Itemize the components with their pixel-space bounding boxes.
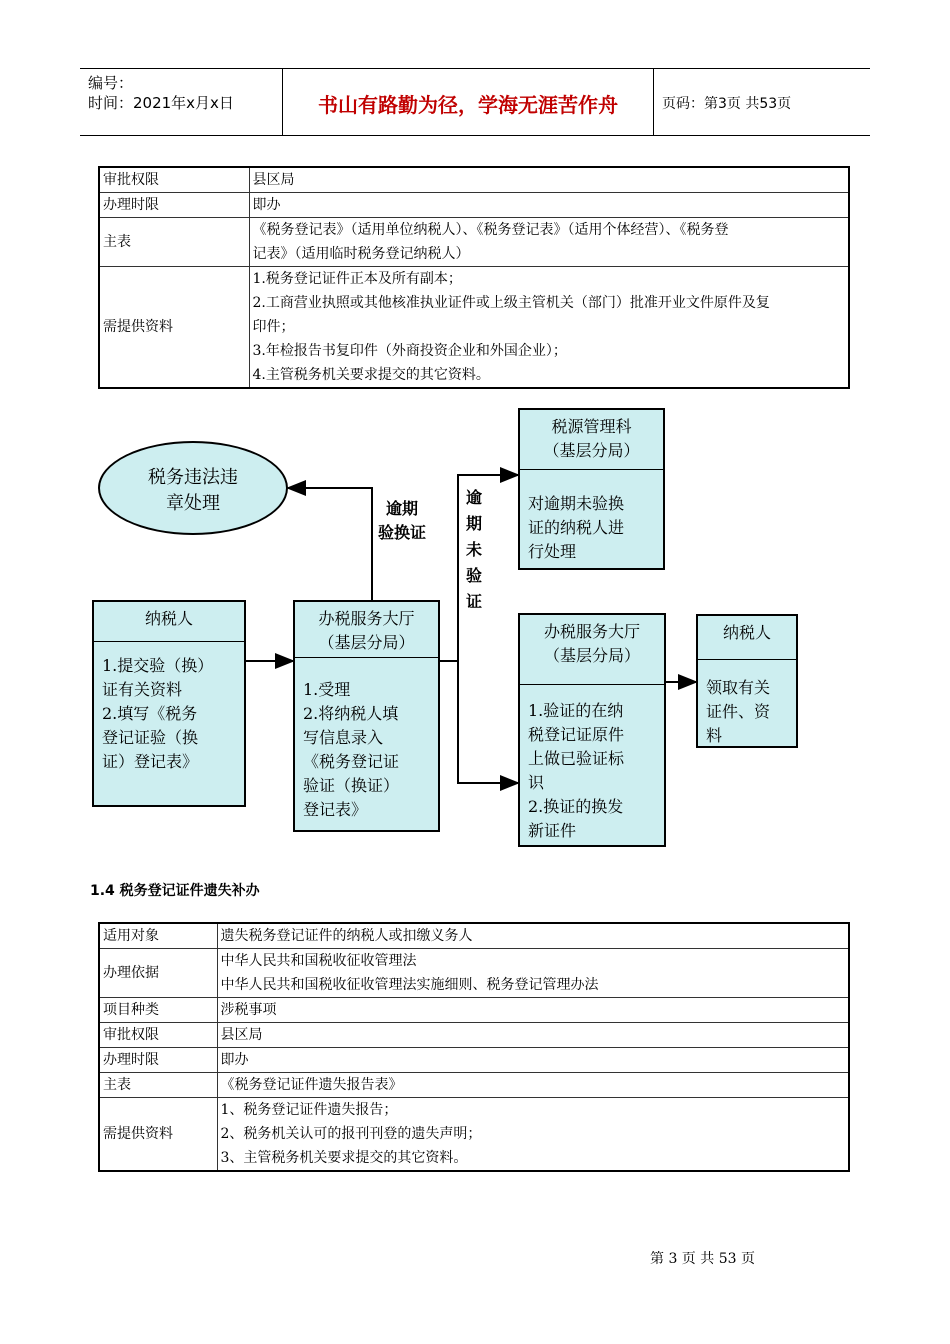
row-key: 需提供资料 [99, 267, 249, 389]
row-key: 主表 [99, 218, 249, 267]
table-row [99, 218, 849, 267]
row-value: 《税务登记表》（适用单位纳税人）、《税务登记表》（适用个体经营）、《税务登 记表》（适用临时税务登记纳税人） [249, 218, 849, 267]
row-value: 县区局 [249, 167, 849, 193]
table-row [99, 923, 849, 949]
arrow-overdue-exchange [288, 488, 372, 600]
row-key: 审批权限 [99, 1023, 217, 1048]
table-lost-certificate [98, 922, 850, 1172]
row-key: 项目种类 [99, 998, 217, 1023]
table-row [99, 998, 849, 1023]
table-row [99, 949, 849, 998]
row-key: 需提供资料 [99, 1098, 217, 1172]
row-key: 办理时限 [99, 1048, 217, 1073]
row-key: 审批权限 [99, 167, 249, 193]
table-row [99, 1048, 849, 1073]
row-key: 主表 [99, 1073, 217, 1098]
row-value: 遗失税务登记证件的纳税人或扣缴义务人 [217, 923, 849, 949]
row-value: 即办 [249, 193, 849, 218]
table-row [99, 1073, 849, 1098]
header-meta [80, 69, 283, 135]
table-registration-verification [98, 166, 850, 389]
row-value: 1、税务登记证件遗失报告； 2、税务机关认可的报刊刊登的遗失声明； 3、主管税务机关要求提交的其它资料。 [217, 1098, 849, 1172]
tax-source-box: 税源管理科 （基层分局） 对逾期未验换 证的纳税人进 行处理 [518, 408, 665, 570]
date-label: 时间：2021年x月x日 [88, 94, 234, 112]
table-row [99, 193, 849, 218]
row-value: 中华人民共和国税收征收管理法 中华人民共和国税收征收管理法实施细则、税务登记管理办法 [217, 949, 849, 998]
row-value: 涉税事项 [217, 998, 849, 1023]
section-title: 1.4 税务登记证件遗失补办 [90, 883, 260, 899]
number-label: 编号： [88, 74, 134, 92]
row-key: 适用对象 [99, 923, 217, 949]
arrow-verify [458, 661, 518, 783]
label-overdue-unverified: 逾 期 未 验 证 [466, 488, 483, 611]
row-value: 1.税务登记证件正本及所有副本； 2.工商营业执照或其他核准执业证件或上级主管机关（部门）批准开业文件原件及复 印件； 3.年检报告书复印件（外商投资企业和外国企业）； 4.主管税务机关要求提交的其它资料。 [249, 267, 849, 389]
header-motto-cell [283, 69, 654, 135]
row-key: 办理时限 [99, 193, 249, 218]
motto: 书山有路勤为径，学海无涯苦作舟 [318, 93, 618, 117]
page-header [80, 68, 870, 136]
table-row [99, 167, 849, 193]
row-value: 县区局 [217, 1023, 849, 1048]
table-row [99, 1023, 849, 1048]
service-hall-box-2: 办税服务大厅 （基层分局） 1.验证的在纳 税登记证原件 上做已验证标 识 2.换证的换发 新证件 [518, 613, 666, 847]
violation-oval: 税务违法违 章处理 [98, 441, 288, 535]
process-flowchart [88, 405, 808, 855]
row-key: 办理依据 [99, 949, 217, 998]
taxpayer-box-2: 纳税人 领取有关 证件、资 料 [696, 614, 798, 748]
service-hall-box: 办税服务大厅 （基层分局） 1.受理 2.将纳税人填 写信息录入 《税务登记证 验证（换证） 登记表》 [293, 600, 440, 832]
table-row [99, 1098, 849, 1172]
taxpayer-box: 纳税人 1.提交验（换） 证有关资料 2.填写《税务 登记证验（换 证）登记表》 [92, 600, 246, 807]
header-page-cell [654, 69, 870, 135]
page-label: 页码：第3页 共53页 [662, 96, 792, 112]
row-value: 即办 [217, 1048, 849, 1073]
label-overdue-exchange: 逾期 验换证 [378, 499, 427, 542]
row-value: 《税务登记证件遗失报告表》 [217, 1073, 849, 1098]
table-row [99, 267, 849, 389]
page-footer: 第 3 页 共 53 页 [650, 1251, 755, 1267]
